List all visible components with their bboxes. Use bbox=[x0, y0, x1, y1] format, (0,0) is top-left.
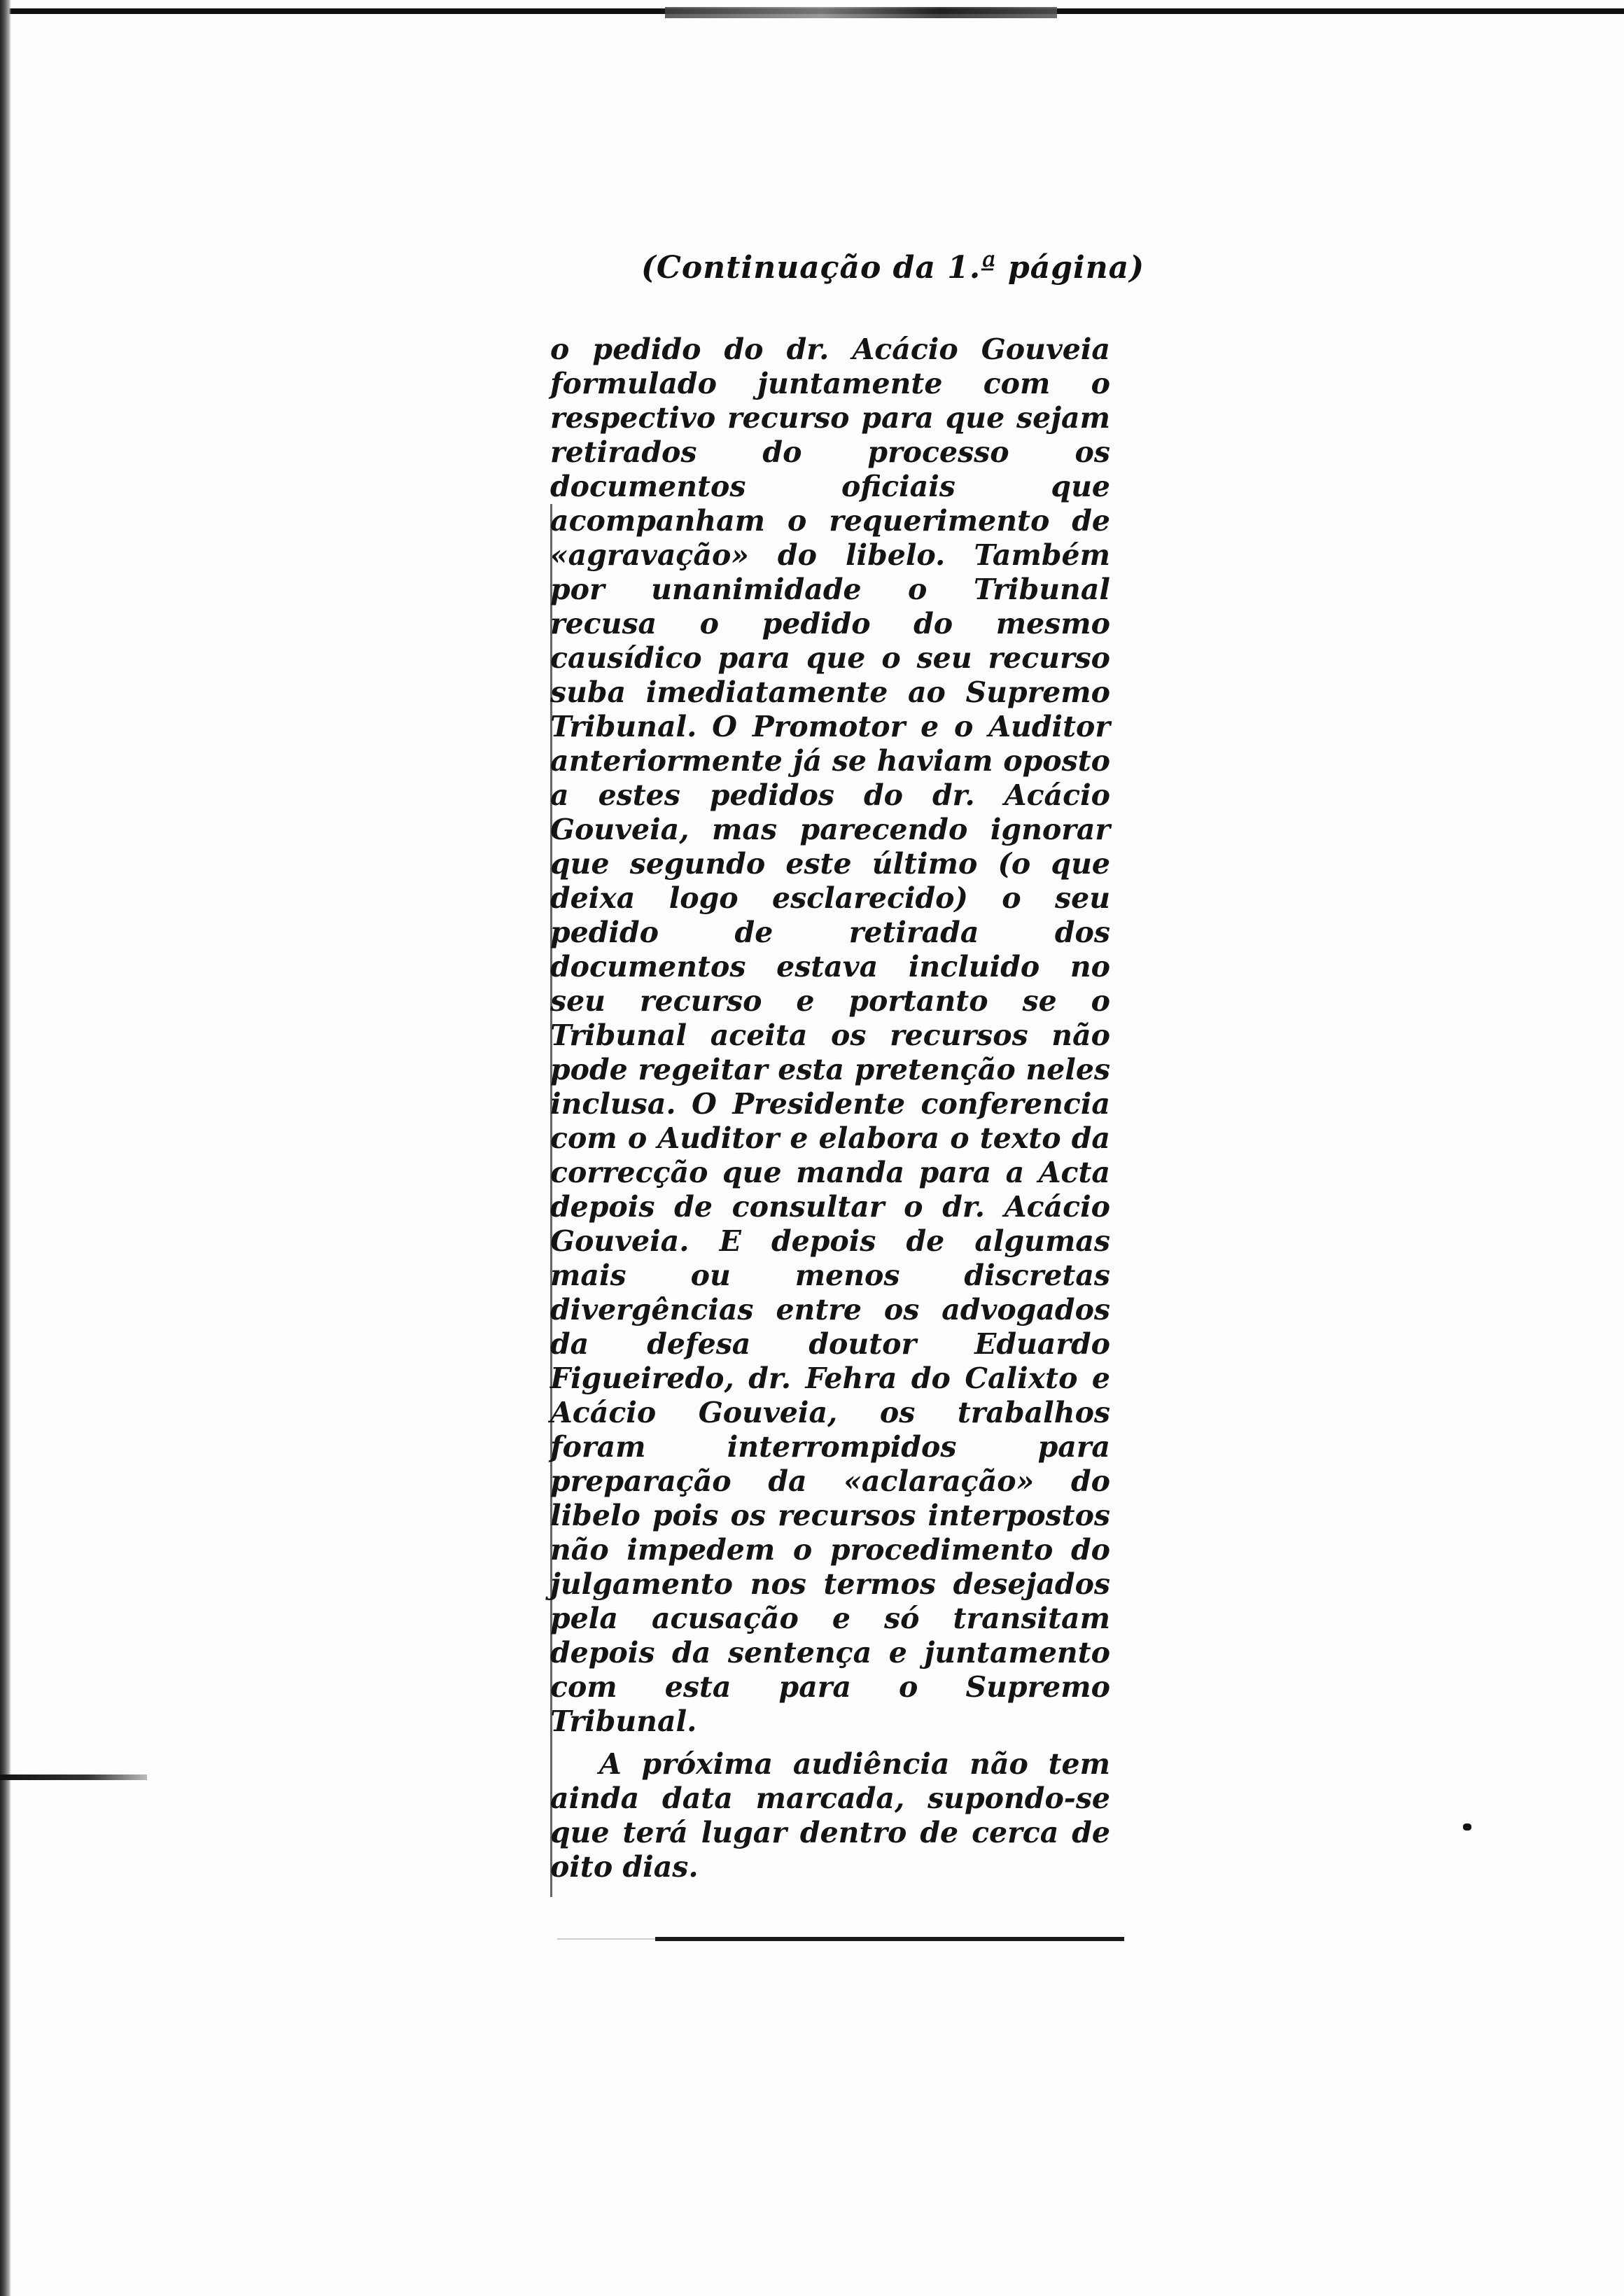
continuation-header: (Continuação da 1.ª página) bbox=[641, 250, 1145, 286]
newspaper-clipping bbox=[550, 234, 1145, 1963]
bottom-rule-faint bbox=[557, 1938, 655, 1940]
article-paragraph: o pedido do dr. Acácio Gouveia formulado juntamente com o respectivo recurso para que sejam retirados do processo os documentos oficiais que acompanham o requerimento de «agravação» do libelo. Também por unanimidade o Tribunal recusa o pedido do mesmo causídico para que o seu recurso suba imediatamente ao Supremo Tribunal. O Promotor e o Auditor anteriormente já se haviam oposto a estes pedidos do dr. Acácio Gouveia, mas parecendo ignorar que segundo este último (o que deixa logo esclarecido) o seu pedido de retirada dos documentos estava incluido no seu recurso e portanto se o Tribunal aceita os recursos não pode regeitar esta pretenção neles inclusa. O Presidente conferencia com o Auditor e elabora o texto da correcção que manda para a Acta depois de consultar o dr. Acácio Gouveia. E depois de algumas mais ou menos discretas divergências entre os advogados da defesa doutor Eduardo Figueiredo, dr. Fehra do Calixto e Acácio Gouveia, os trabalhos foram interrompidos para preparação da «aclaração» do libelo pois os recursos interpostos não impedem o procedimento do julgamento nos termos desejados pela acusação e só transitam depois da sentença e juntamento com esta para o Supremo Tribunal. bbox=[550, 332, 1110, 1738]
bottom-rule bbox=[655, 1937, 1124, 1941]
left-page-edge bbox=[0, 0, 11, 2296]
ink-speck bbox=[1463, 1823, 1471, 1830]
article-body bbox=[550, 332, 1110, 1884]
article-paragraph: A próxima audiência não tem ainda data marcada, supondo-se que terá lugar dentro de cerca de oito dias. bbox=[550, 1747, 1110, 1884]
left-margin-mark bbox=[0, 1774, 147, 1780]
top-border-smudge bbox=[665, 7, 1057, 18]
